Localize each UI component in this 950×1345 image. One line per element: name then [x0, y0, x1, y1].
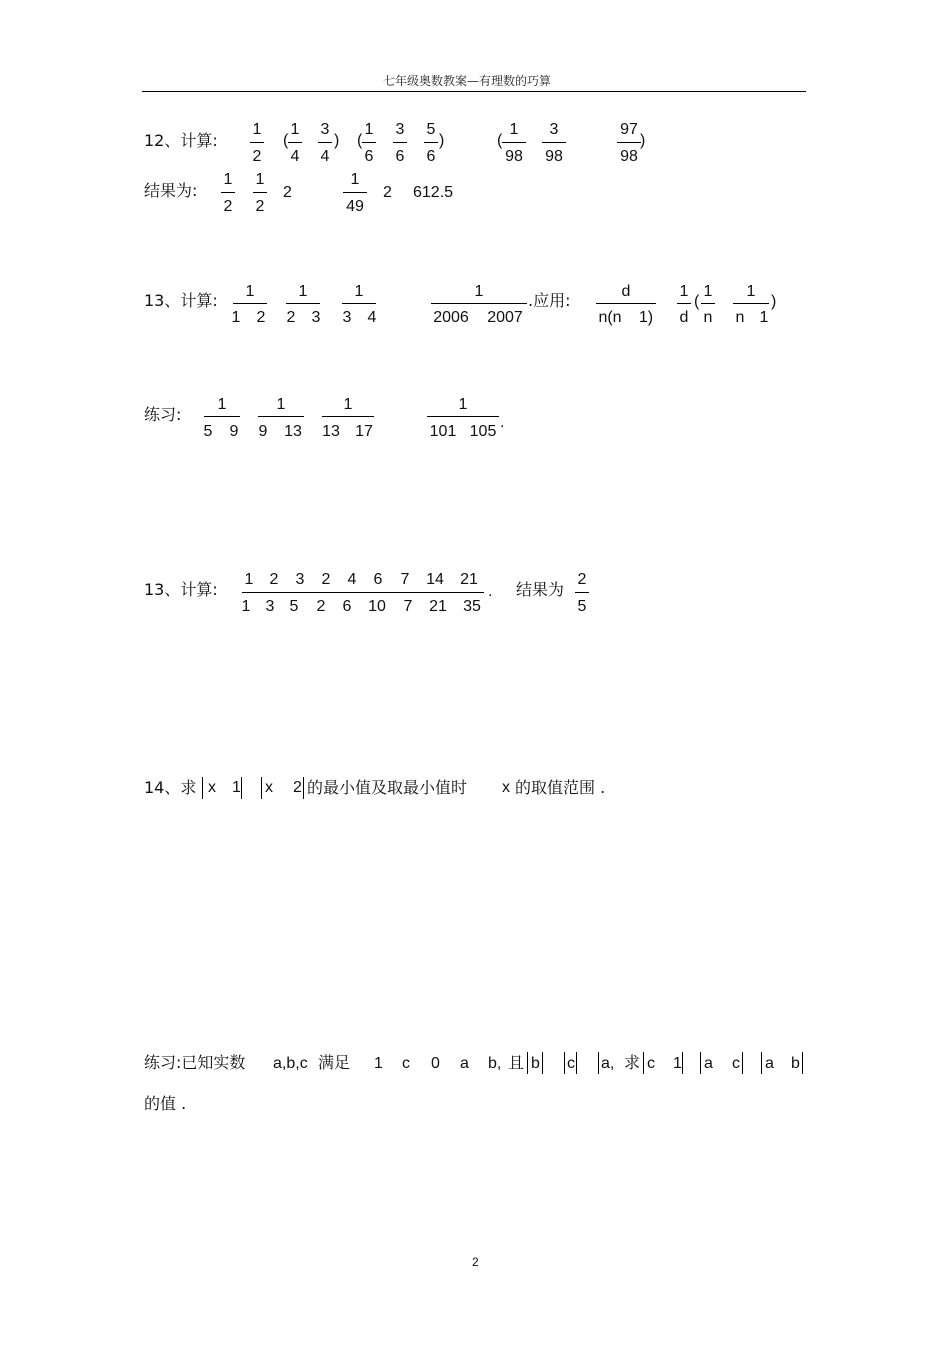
frac-numerator: 1	[343, 396, 353, 413]
frac-bar	[286, 303, 320, 304]
paren-close: )	[439, 132, 445, 149]
abs-bar-left	[202, 777, 203, 799]
result-value: 612.5	[413, 184, 454, 201]
frac-numerator: 1	[290, 121, 300, 138]
denominator-term: 5	[289, 598, 299, 615]
frac-bar	[431, 303, 527, 304]
frac-numerator: 1	[350, 171, 360, 188]
frac-denominator-b: 1)	[638, 309, 654, 326]
and-text: 且	[508, 1053, 525, 1072]
frac-numerator: 1	[746, 283, 756, 300]
paren-open: (	[357, 132, 363, 149]
abs-bar-right	[576, 1052, 577, 1074]
frac-numerator: 1	[458, 396, 468, 413]
frac-bar	[322, 416, 374, 417]
expr-term: a	[704, 1055, 713, 1072]
frac-denominator-b: 105	[469, 423, 497, 440]
frac-denominator-a: 2006	[433, 309, 469, 326]
abs-bar-left	[761, 1052, 762, 1074]
expr-term: c	[732, 1055, 740, 1072]
frac-denominator-b: 2007	[487, 309, 523, 326]
frac-bar	[288, 142, 302, 143]
frac-numerator: 1	[252, 121, 262, 138]
frac-bar	[204, 416, 240, 417]
frac-denominator-a: n	[735, 309, 745, 326]
abs-bar-left	[598, 1052, 599, 1074]
period: .	[500, 414, 505, 431]
abs-bar-right	[742, 1052, 743, 1074]
header-rule	[142, 91, 806, 92]
frac-numerator: 1	[298, 283, 308, 300]
ineq-term: 1	[374, 1055, 383, 1072]
expr-term: b	[791, 1055, 800, 1072]
frac-numerator: 97	[620, 121, 638, 138]
paren-close: )	[334, 132, 340, 149]
frac-denominator: 2	[223, 198, 233, 215]
frac-denominator: 98	[505, 148, 523, 165]
variables: a,b,c	[273, 1055, 308, 1072]
expr-term: 1	[673, 1055, 682, 1072]
problem-13a-label: 13、计算:	[144, 291, 218, 310]
frac-denominator-a: n(n	[598, 309, 622, 326]
frac-numerator: 3	[549, 121, 559, 138]
problem-13b-label: 13、计算:	[144, 580, 218, 599]
numerator-term: 21	[460, 571, 478, 588]
frac-denominator: 2	[255, 198, 265, 215]
frac-numerator: 1	[255, 171, 265, 188]
frac-denominator: 6	[426, 148, 436, 165]
denominator-term: 21	[429, 598, 447, 615]
frac-bar	[362, 142, 376, 143]
frac-denominator: 4	[320, 148, 330, 165]
frac-denominator-b: 2	[256, 309, 266, 326]
abs-bar-left	[700, 1052, 701, 1074]
exercise-1-label: 练习:	[144, 405, 182, 424]
var-b: b	[531, 1055, 540, 1072]
exercise-2-line-2: 的值 .	[144, 1094, 187, 1113]
frac-denominator-b: 13	[284, 423, 302, 440]
paren-open: (	[497, 132, 503, 149]
frac-denominator-b: 4	[367, 309, 377, 326]
frac-bar	[242, 592, 484, 593]
var-a: a,	[601, 1055, 615, 1072]
abs-bar-right	[241, 777, 242, 799]
frac-bar	[502, 142, 526, 143]
expr-term: c	[647, 1055, 655, 1072]
frac-denominator: 5	[577, 598, 587, 615]
frac-bar	[617, 142, 641, 143]
frac-bar	[701, 303, 715, 304]
denominator-term: 6	[342, 598, 352, 615]
var-x: x	[265, 779, 273, 796]
frac-numerator: 1	[703, 283, 713, 300]
frac-numerator: 2	[577, 571, 587, 588]
frac-denominator-b: 3	[311, 309, 321, 326]
problem-14-label: 14、求	[144, 778, 197, 797]
abs-bar-right	[542, 1052, 543, 1074]
frac-bar	[343, 192, 367, 193]
paren-close: )	[640, 132, 646, 149]
frac-denominator: 4	[290, 148, 300, 165]
frac-denominator-a: 13	[322, 423, 340, 440]
frac-denominator-a: 5	[203, 423, 213, 440]
page-header: 七年级奥数教案—有理数的巧算	[383, 74, 552, 88]
denominator-term: 2	[316, 598, 326, 615]
numerator-term: 2	[269, 571, 279, 588]
frac-bar	[542, 142, 566, 143]
frac-denominator-a: 9	[258, 423, 268, 440]
frac-denominator-a: 1	[231, 309, 241, 326]
frac-denominator: d	[679, 309, 689, 326]
frac-bar	[250, 142, 264, 143]
frac-denominator: 49	[346, 198, 364, 215]
result-term: 2	[283, 184, 292, 201]
ineq-term: a	[460, 1055, 469, 1072]
frac-bar	[221, 192, 235, 193]
frac-numerator: 1	[276, 396, 286, 413]
var-x: x	[208, 779, 216, 796]
frac-numerator: 1	[679, 283, 689, 300]
frac-denominator-a: 101	[429, 423, 457, 440]
denominator-term: 7	[403, 598, 413, 615]
expr-term: a	[765, 1055, 774, 1072]
result-term: 2	[383, 184, 392, 201]
numerator-term: 2	[321, 571, 331, 588]
numerator-term: 4	[347, 571, 357, 588]
page-number: 2	[472, 1255, 479, 1269]
frac-bar	[733, 303, 769, 304]
numerator-term: 7	[400, 571, 410, 588]
problem-14-text-2: 的取值范围 .	[515, 778, 606, 797]
numerator-term: 1	[244, 571, 254, 588]
problem-12-label: 12、计算:	[144, 131, 218, 150]
frac-bar	[596, 303, 656, 304]
const-2: 2	[293, 779, 302, 796]
const-1: 1	[232, 779, 241, 796]
abs-bar-right	[802, 1052, 803, 1074]
numerator-term: 6	[373, 571, 383, 588]
frac-bar	[318, 142, 332, 143]
ineq-term: 0	[431, 1055, 440, 1072]
frac-numerator: 1	[509, 121, 519, 138]
frac-numerator: 3	[395, 121, 405, 138]
frac-denominator: n	[703, 309, 713, 326]
frac-numerator: 5	[426, 121, 436, 138]
abs-bar-left	[643, 1052, 644, 1074]
frac-bar	[253, 192, 267, 193]
frac-denominator: 2	[252, 148, 262, 165]
period: .	[488, 583, 493, 600]
frac-numerator: 3	[320, 121, 330, 138]
denominator-term: 35	[463, 598, 481, 615]
apply-label: .应用:	[528, 291, 571, 310]
frac-denominator: 98	[545, 148, 563, 165]
frac-numerator: 1	[364, 121, 374, 138]
frac-bar	[393, 142, 407, 143]
frac-denominator: 98	[620, 148, 638, 165]
frac-bar	[427, 416, 499, 417]
abs-bar-right	[303, 777, 304, 799]
frac-denominator: 6	[395, 148, 405, 165]
paren-open: (	[694, 293, 700, 310]
frac-bar	[258, 416, 304, 417]
numerator-term: 3	[295, 571, 305, 588]
abs-bar-left	[261, 777, 262, 799]
var-x: x	[502, 779, 510, 796]
denominator-term: 3	[265, 598, 275, 615]
frac-bar	[233, 303, 267, 304]
frac-denominator: 6	[364, 148, 374, 165]
frac-numerator: 1	[223, 171, 233, 188]
abs-bar-left	[527, 1052, 528, 1074]
frac-numerator: 1	[354, 283, 364, 300]
numerator-term: 14	[426, 571, 444, 588]
var-c: c	[567, 1055, 575, 1072]
frac-bar	[342, 303, 376, 304]
result-label: 结果为	[516, 580, 565, 599]
abs-bar-left	[564, 1052, 565, 1074]
abs-bar-right	[682, 1052, 683, 1074]
frac-numerator: 1	[474, 283, 484, 300]
frac-numerator: 1	[245, 283, 255, 300]
result-label: 结果为:	[144, 181, 198, 200]
frac-numerator: 1	[217, 396, 227, 413]
exercise-2-label: 练习:已知实数	[144, 1053, 246, 1072]
problem-14-text: 的最小值及取最小值时	[307, 778, 468, 797]
paren-open: (	[283, 132, 289, 149]
frac-denominator-b: 9	[229, 423, 239, 440]
satisfy-text: 满足	[318, 1053, 351, 1072]
denominator-term: 1	[241, 598, 251, 615]
find-text: 求	[624, 1053, 641, 1072]
frac-denominator-a: 2	[286, 309, 296, 326]
frac-denominator-b: 17	[355, 423, 373, 440]
paren-close: )	[771, 293, 777, 310]
denominator-term: 10	[368, 598, 386, 615]
frac-denominator-b: 1	[759, 309, 769, 326]
frac-bar	[677, 303, 691, 304]
frac-denominator-a: 3	[342, 309, 352, 326]
frac-numerator: d	[621, 283, 631, 300]
frac-bar	[575, 592, 589, 593]
ineq-term: c	[402, 1055, 410, 1072]
ineq-term: b,	[488, 1055, 502, 1072]
frac-bar	[424, 142, 438, 143]
